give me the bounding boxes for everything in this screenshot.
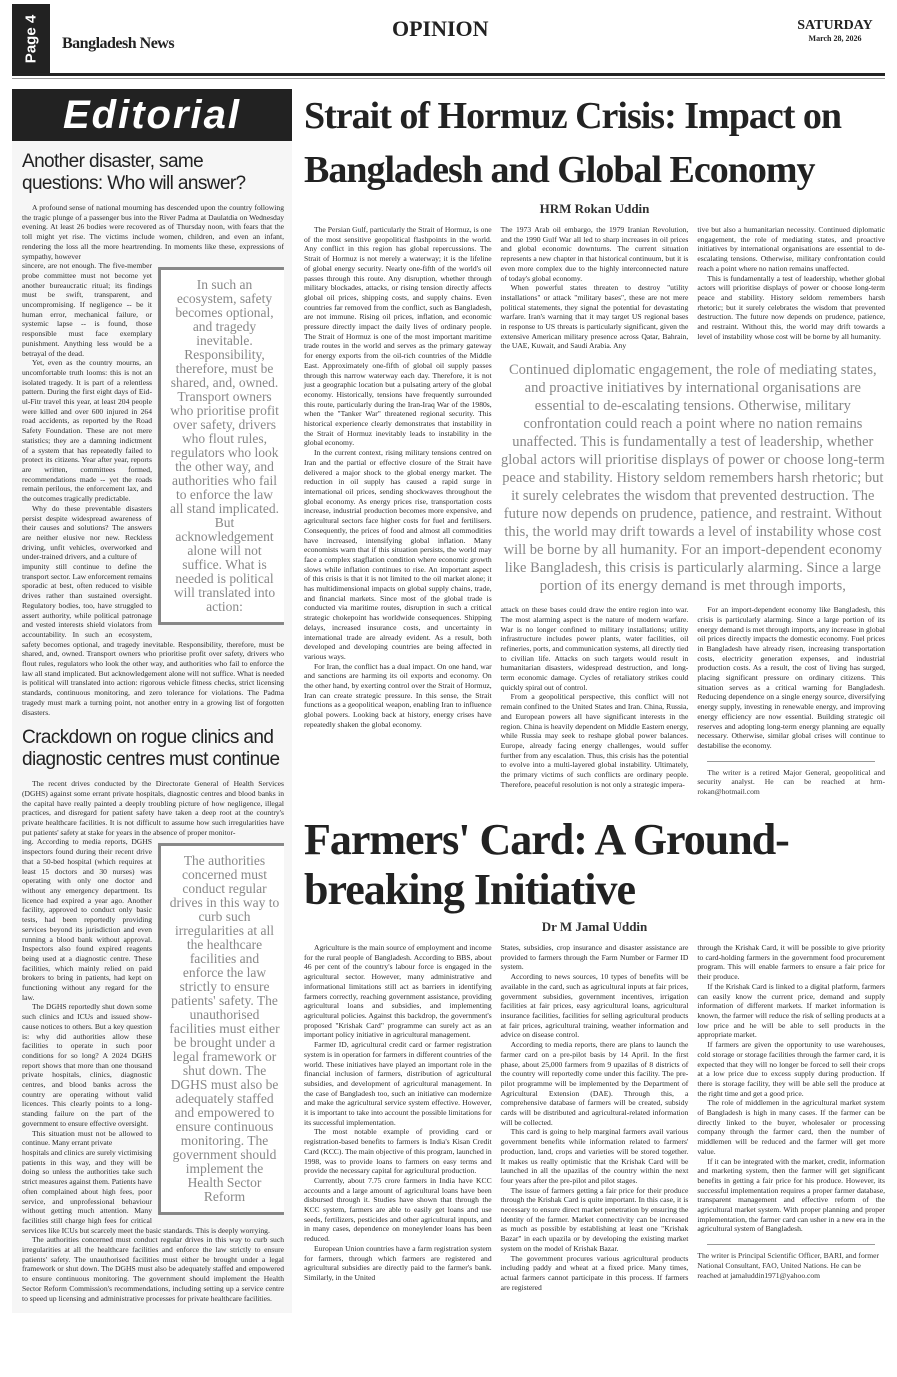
hormuz-column-3-top xyxy=(697,225,885,351)
paragraph: The 1973 Arab oil embargo, the 1979 Iranian Revolution, and the 1990 Gulf War all led to sharp increases in oil prices and global economic downturns. The current situation represents a new chapter in that historical continuum, but it is even more complex due to the highly interconnected nature of today's global economy. xyxy=(500,225,689,283)
paragraph: ing. According to media reports, DGHS inspectors found during their recent drive that a 50-bed hospital (which requires at least 15 doctors and 30 nurses) was operating with only one doctor and without any emergency department. Its licence had expired a year ago. Another facility, approved to conduct only basic tests, had been reportedly providing services beyond its jurisdiction and even running a blood bank without approval. Inspectors also found expired reagents being used at a diagnostic centre. These facilities, which mainly relied on paid brokers to bring in patients, had kept on functioning without any regard for the law. xyxy=(22,837,152,1002)
paragraph: Why do these preventable disasters persist despite widespread awareness of their causes and solutions? The answers are neither elusive nor new. Reckless driving, unfit vehicles, overworked and under-trained drivers, and a culture of xyxy=(22,503,152,562)
hormuz-column-3-bottom xyxy=(697,605,885,797)
editorial-2-intro: The recent drives conducted by the Directorate General of Health Services (DGHS) against some errant private hospitals, diagnostic centres and blood banks in the capital have really painted a deeply troubling picture of how negligence, illegal practices, and disregard for patient safety have taken a deep root at the country's private healthcare facilities. It is not difficult to assume how such irregularities have put patients' safety at stake for years in the absence of proper monitor- xyxy=(22,779,284,837)
opinion-articles xyxy=(304,89,885,1292)
farmers-byline: Dr M Jamal Uddin xyxy=(541,919,648,935)
masthead[interactable]: Bangladesh News xyxy=(62,34,175,52)
paragraph: The most notable example of providing card or registration-based benefits to farmers is India's Kisan Credit Card (KCC). The main objective of this program, launched in 1998, was to provide loans to farmers on easy terms and provide the necessary capital for agricultural production. xyxy=(304,1127,492,1176)
hormuz-pullquote: Continued diplomatic engagement, the role of mediating states, and proactive initiatives by international organisations are essential to de-escalating tensions. Otherwise, military confrontation could reach a point where no nation remains unaffected. This is fundamentally a test of leadership, whether global actors will prioritise displays of power or choose long-term peace and stability. History seldom remembers harsh rhetoric; but it surely celebrates the wisdom that prevented destruction. The future now depends on prudence, patience, and restraint. Without this, the world may drift towards a level of instability whose cost will be borne by all humanity. For an import-dependent economy like Bangladesh, this crisis is particularly alarming. Since a large portion of its energy demand is met through imports, xyxy=(500,362,885,595)
paragraph: The issue of farmers getting a fair price for their produce through the Krishak Card is quite important. In this case, it is necessary to ensure direct market penetration by ensuring the identity of the farmer. Market connectivity can be increased as much as possible by establishing at least one "Krishak Bazar" in each upazila or by developing the existing market system on the model of Krishak Bazar. xyxy=(500,1185,689,1253)
editorial-2-headline[interactable]: Crackdown on rogue clinics and diagnostic centres must continue xyxy=(22,727,280,771)
editorial-1-pullquote xyxy=(158,267,284,625)
editorial-banner: Editorial xyxy=(12,89,292,141)
writer-note-rule xyxy=(707,1244,875,1245)
pullquote-text: The authorities concerned must conduct regular drives in this way to curb such irregularities at all the healthcare facilities and enforce the law strictly to ensure patients' safety. The unauthorised facilities must either be brought under a legal framework or shut down. The DGHS must also be adequately staffed and empowered to ensure continuous monitoring. The government should implement the Health Sector Reform xyxy=(169,853,280,1205)
page-header xyxy=(12,4,885,76)
paragraph: For an import-dependent economy like Bangladesh, this crisis is particularly alarming. Since a large portion of its energy demand is met through imports, any increase in global oil prices directly impacts the domestic economy. Fuel prices in Bangladesh have already risen, increasing transportation costs, electricity generation expenses, and industrial production costs. As a result, the cost of living has surged, placing significant pressure on ordinary citizens. This situation serves as a critical warning for Bangladesh. Reducing dependence on a single energy source, diversifying energy supply, investing in renewable energy, and improving energy efficiency are now essential. Building strategic oil reserves and adopting long-term energy planning are equally necessary. Otherwise, similar global crises will continue to destabilise the economy. xyxy=(697,605,885,750)
editorial-1-headline[interactable]: Another disaster, same questions: Who will answer? xyxy=(22,151,246,194)
hormuz-writer-note: The writer is a retired Major General, geopolitical and security analyst. He can be reached at hrm-rokan@hotmail.com xyxy=(697,767,885,797)
hormuz-column-2-bottom xyxy=(501,605,689,797)
issue-date: March 28, 2026 xyxy=(808,34,862,43)
editorial-2-pullquote xyxy=(158,843,284,1215)
farmers-column-2 xyxy=(501,943,689,1292)
paragraph: If it can be integrated with the market, credit, information and marketing system, then the farmer will get significant benefits in getting a fair price for his produce. However, its successful implementation requires a proper farmer database, transparent management and effective reform of the agricultural market system. With proper planning and proper implementation, the farmer card can usher in a new era in the agricultural system of Bangladesh. xyxy=(697,1156,885,1234)
paragraph: If farmers are given the opportunity to use warehouses, cold storage or storage facilities through the farmer card, it is expected that they will no longer be forced to sell their crops at a low price due to excess supply during production. If there is storage facility, they will be able sell the produce at the right time and get a good price. xyxy=(697,1040,885,1098)
farmers-headline[interactable]: Farmers' Card: A Ground-breaking Initiative xyxy=(304,815,789,915)
farmers-column-1 xyxy=(304,943,492,1292)
paragraph: Agriculture is the main source of employment and income for the rural people of Bangladesh. According to BBS, about 46 per cent of the country's labour force is engaged in the agricultural sector. However, many administrative and informational limitations still act as barriers in identifying farmers correctly, reaching government assistance, providing agricultural loans and subsidies, and implementing agricultural policies. Against this backdrop, the government's proposed "Krishak Card" programme can surely act as an important policy initiative in agricultural management. xyxy=(304,943,492,1040)
hormuz-column-2-top xyxy=(501,225,689,351)
editorial-1-intro: A profound sense of national mourning has descended upon the country following the tragic plunge of a passenger bus into the River Padma at Daulatdia on Wednesday evening. At least 26 bodies were recovered as of Thursday noon, with fears that the toll might yet rise. The victims include women, children, and even an infant, rendering the loss all the more heartrending. In moments like these, expressions of sympathy, however xyxy=(22,203,284,261)
paragraph: For Iran, the conflict has a dual impact. On one hand, war and sanctions are harming its oil exports and economy. On the other hand, by exerting control over the Strait of Hormuz, Iran can create strategic pressure. In this sense, the Strait functions as a geopolitical weapon, enabling Iran to influence global powers. Looking back at history, energy crises have repeatedly shaken the global economy. xyxy=(304,661,492,729)
header-rule-thin xyxy=(12,78,885,79)
hormuz-body xyxy=(304,225,885,797)
editorial-2-body xyxy=(12,779,292,1303)
page-number: Page 4 xyxy=(22,14,40,63)
farmers-column-3 xyxy=(697,943,885,1292)
paragraph: attack on these bases could draw the entire region into war. The most alarming aspect is the nature of modern warfare. War is no longer confined to military installations; utility infrastructure includes power plants, water facilities, oil refineries, ports, and communication systems, all directly tied to civilian life. Attacks on such targets would result in humanitarian disasters, widespread destruction, and long-term economic damage. Cycles of retaliatory strikes could quickly spiral out of control. xyxy=(500,605,689,692)
editorial-1-tail: impunity still continue to define the transport sector. Law enforcement remains sporadic at best, often reduced to visible drives rather than sustained oversight. Regulatory bodies, too, have struggled to assert authority, while political patronage and vested interests shield violators from accountability. In such an ecosystem, safety becomes optional, and tragedy inevitable. Responsibility, therefore, must be shared, and, owned. Transport owners who prioritise profit over safety, drivers who flout rules, regulators who look the other way, and authorities who fail to enforce the law all stand implicated. But acknowledgement alone will not suffice. What is needed is political will translated into action: rigorous vehicle fitness checks, strict licensing standards, continuous monitoring, and zero tolerance for violations. The Padma tragedy must mark a turning point, not another entry in a growing list of forgotten disasters. xyxy=(22,562,284,717)
page-body xyxy=(12,89,885,1313)
paragraph: In the current context, rising military tensions centred on Iran and the partial or effective closure of the Strait have delivered a major shock to the global energy market. The reduction in oil supply has caused a rapid surge in international oil prices, sending shockwaves throughout the global economy. As energy prices rise, transportation costs increase, industrial production becomes more expensive, and agricultural sectors face higher costs for fuel and fertilisers. Consequently, the prices of food and almost all commodities have increased, intensifying global inflation. Many economists warn that if this situation persists, the world may face a complex stagflation condition where economic growth slows while inflation continues to rise. An important aspect of this crisis is that it is not limited to the oil market alone; it has multidimensional impacts on global supply chains, trade, and financial markets. Since most of the global trade is conducted via maritime routes, disruption in such a critical strategic chokepoint has worldwide consequences. Shipping delays, increased insurance costs, and uncertainty in international trade are already evident. As a result, both developed and developing countries are being affected in various ways. xyxy=(304,448,492,661)
hormuz-column-1 xyxy=(304,225,492,797)
editorial-panel xyxy=(12,89,292,1313)
issue-day: SATURDAY xyxy=(797,18,873,33)
paragraph: European Union countries have a farm registration system for farmers, through which farmers are registered and agricultural subsidies are directly paid to the farmer's bank. Similarly, in the United xyxy=(304,1243,492,1282)
section-title: OPINION xyxy=(392,16,489,41)
paragraph: sincere, are not enough. The five-member probe committee must not become yet another bureaucratic ritual; its findings must be swift, transparent, and uncompromising. If negligence -- be it human error, mechanical failure, or systemic lapse -- is found, those responsible must face exemplary punishment. Anything less would be a betrayal of the dead. xyxy=(22,261,152,358)
hormuz-headline[interactable]: Strait of Hormuz Crisis: Impact on Bangladesh and Global Economy xyxy=(304,95,841,191)
paragraph: The Persian Gulf, particularly the Strait of Hormuz, is one of the most sensitive geopolitical flashpoints in the world. Any conflict in this region has global repercussions. The Strait of Hormuz is not merely a waterway; it is the lifeline of global energy security. Nearly one-fifth of the world's oil passes through this route. Any disruption, whether through military blockades, attacks, or rising tension directly affects global oil prices, shipping costs, and supply chains. Even countries far removed from the conflict, such as Bangladesh, are not immune. Rising oil prices, inflation, and economic pressure directly impact the daily lives of ordinary people. The Strait of Hormuz is one of the most important maritime trade routes in the world and serves as the primary gateway for energy exports from the oil-rich countries of the Middle East. Approximately one-fifth of global oil supply passes through this narrow waterway each day. Therefore, it is not just a geographic location but a pulsating artery of the global economy. Historically, tensions have frequently surrounded this route, particularly during the Iran-Iraq War of the 1980s, when the "Tanker War" threatened regional security. This historical experience clearly demonstrates that instability in the Strait of Hormuz inevitably leads to instability in the global economy. xyxy=(304,225,492,448)
paragraph: From a geopolitical perspective, this conflict will not remain confined to the United States and Iran. China, Russia, and European powers all have significant interests in the region. China is heavily dependent on Middle Eastern energy, while Russia may seek to reshape global power balances. Europe, already facing energy challenges, would suffer further from any escalation. Thus, this crisis has the potential to evolve into a multi-layered global instability. Ultimately, the primary victims of such conflicts are ordinary people. Therefore, peaceful resolution is not only a strategic impera- xyxy=(500,692,689,789)
pullquote-text: In such an ecosystem, safety becomes optional, and tragedy inevitable. Responsibility, therefore, must be shared, and, owned. Transport owners who prioritise profit over safety, drivers who flout rules, regulators who look the other way, and authorities who fail to enforce the law all stand implicated. But acknowledgement alone will not suffice. What is needed is political will translated into action: xyxy=(169,277,280,615)
paragraph: If the Krishak Card is linked to a digital platform, farmers can easily know the current price, demand and supply information of different markets. If market information is known, the farmer will reduce the risk of selling products at a low price and he will be able to sell products in the appropriate market. xyxy=(697,981,885,1040)
hormuz-right-block xyxy=(501,225,885,797)
writer-note-rule xyxy=(707,761,875,762)
paragraph: The government procures various agricultural products including paddy and wheat at a fixed price. Many times, actual farmers cannot participate in this process. If farmers are registered xyxy=(500,1253,689,1292)
paragraph: This is fundamentally a test of leadership, whether global actors will prioritise displays of power or choose long-term peace and stability. History seldom remembers harsh rhetoric; but it surely celebrates the wisdom that prevented destruction. The future now depends on prudence, patience, and restraint. Without this, the world may drift towards a level of instability whose cost will be borne by all humanity. xyxy=(697,273,885,341)
hormuz-lower-columns xyxy=(501,605,885,797)
paragraph: Farmer ID, agricultural credit card or farmer registration system is in operation for farmers in different countries of the world. These initiatives have played an important role in the financial inclusion of farmers, distribution of agricultural subsidies, and development of agricultural management. In the case of Bangladesh too, such an initiative can modernize and make the agricultural service system effective. However, it is important to take into account the possible limitations for its successful implementation. xyxy=(304,1040,492,1127)
paragraph: Yet, even as the country mourns, an uncomfortable truth looms: this is not an isolated tragedy. It is part of a relentless pattern. During the first eight days of Eid-ul-Fitr travel this year, at least 204 people were killed and over 600 injured in 264 road accidents, as reported by the Road Safety Foundation. These are not mere statistics; they are a damning indictment of a system that has repeatedly failed to protect its citizens. Year after year, reports are written, committees formed, recommendations made -- yet the roads remain perilous, the enforcement lax, and the outcomes tragically predictable. xyxy=(22,358,152,504)
hormuz-byline: HRM Rokan Uddin xyxy=(539,201,650,216)
paragraph: This situation must not be allowed to continue. Many errant private xyxy=(22,1128,152,1148)
issue-date-block xyxy=(785,18,885,73)
paragraph: According to media reports, there are plans to launch the farmer card on a pre-pilot basis by 14 April. In the first phase, about 25,000 farmers from 9 upazilas of 8 districts of the country will reportedly come under this facility. The pre-pilot programme will be implemented by the Department of Agricultural Extension (DAE). Through this, a comprehensive database of farmers will be created, subsidy cards will be distributed and agricultural-related information will be collected. xyxy=(500,1040,689,1127)
page-number-badge xyxy=(12,4,50,73)
paragraph: through the Krishak Card, it will be possible to give priority to card-holding farmers in the government food procurement program. This will enable farmers to ensure a fair price for their produce. xyxy=(697,943,885,982)
paragraph: States, subsidies, crop insurance and disaster assistance are provided to farmers through the Farm Number or Farmer ID system. xyxy=(500,943,689,972)
paragraph: Currently, about 7.75 crore farmers in India have KCC accounts and a large amount of agricultural loans have been disbursed through it. Studies have shown that through the KCC system, farmers are able to easily get loans and use seeds, fertilizers, pesticides and other agricultural inputs, and in many cases, dependence on moneylender loans has been reduced. xyxy=(304,1175,492,1244)
paragraph: This card is going to help marginal farmers avail various government benefits while information related to farmers' production, land, crops and varieties will be stored together. It makes us really optimistic that the Krishak Card will be launched in all the upazilas of the country within the next four years after the pre-pilot and pilot stages. xyxy=(500,1127,689,1185)
paragraph: When powerful states threaten to destroy "utility installations" or attack "military bases", these are not mere political statements, they signal the potential for devastating warfare. Iran's warning that it may target US regional bases in response to US threats is particularly significant, given the extensive American military presence across Qatar, Bahrain, the UAE, Kuwait, and Saudi Arabia. Any xyxy=(500,283,689,351)
hormuz-upper-columns xyxy=(501,225,885,351)
editorial-1-body xyxy=(12,203,292,717)
paragraph: The role of middlemen in the agricultural market system of Bangladesh is high in many cases. If the farmer can be directly linked to the buyer, wholesaler or processing company through the farmer card, then the number of middlemen will be reduced and the farmer will get more value. xyxy=(697,1098,885,1156)
paragraph: According to news sources, 10 types of benefits will be available in the card, such as agricultural inputs at fair prices, government subsidies, government incentives, irrigation facilities at fair prices, easy agricultural loans, agricultural insurance facilities, facilities for selling agricultural products at fair prices, agricultural training, weather information and advice on disease control. xyxy=(500,972,689,1040)
editorial-2-tail: hospitals and clinics are surely victimising patients in this way, and they will be doing so unless the authorities take such strict measures against them. Patients have often complained about high fees, poor service, and unprofessional behaviour without getting much attention. Many facilities still charge high fees for critical services like ICUs but scarcely meet the basic standards. This is deeply worrying. xyxy=(22,1147,270,1235)
farmers-body xyxy=(304,943,885,1292)
farmers-article xyxy=(304,815,885,1292)
farmers-writer-note: The writer is Principal Scientific Officer, BARI, and former National Consultant, FAO, United Nations. He can be reached at jamaluddin1971@yahoo.com xyxy=(697,1251,880,1280)
paragraph: tive but also a humanitarian necessity. Continued diplomatic engagement, the role of mediating states, and proactive initiatives by international organisations are essential to de-escalating tensions. Otherwise, military confrontation could reach a point where no nation remains unaffected. xyxy=(697,225,885,273)
paragraph: The DGHS reportedly shut down some such clinics and ICUs and issued show-cause notices to others. But a key question is: why did authorities allow these facilities to operate in such poor conditions for so long? A 2024 DGHS report shows that more than one thousand private hospitals, clinics, diagnostic centres, and blood banks across the country are operating without valid licences. This clearly points to a long-standing failure on the part of the government to ensure effective oversight. xyxy=(22,1002,152,1128)
paragraph: The authorities concerned must conduct regular drives in this way to curb such irregularities at all the healthcare facilities and enforce the law strictly to ensure patients' safety. The unauthorised facilities must either be brought under a legal framework or shut down. The DGHS must also be adequately staffed and empowered to ensure continuous monitoring. The government should implement the Health Sector Reform Commission's recommendations, including setting up a service centre to speed up licensing and administrative processes for private healthcare facilities. xyxy=(22,1235,284,1303)
